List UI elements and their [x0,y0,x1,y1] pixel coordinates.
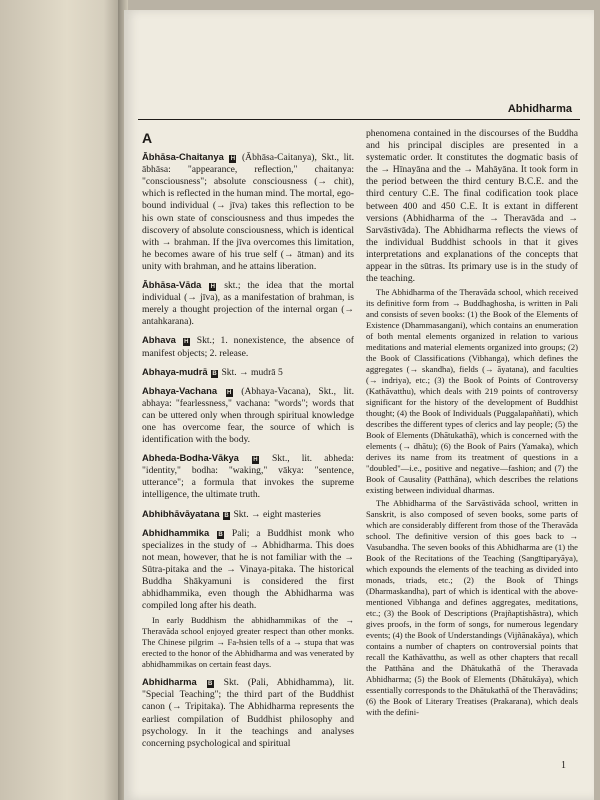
buddhism-symbol-icon: B [224,512,229,519]
header-rule [138,119,580,120]
entry-headword: Ābhāsa-Vāda [142,279,202,291]
hinduism-symbol-icon: H [253,457,258,464]
entry-subparagraph: In early Buddhism the abhidhammikas of the → Theravāda school enjoyed greater respect than other monks. The Chinese pilgrim → Fa-hsien tells of a → stupa that was erected to the honor of the Abhidharma and was venerated by abhidhammikas on certain feast days. [142,615,354,670]
paragraph: The Abhidharma of the Theravāda school, which received its definitive form from → Buddhaghosha, is written in Pali and consists of seven books: (1) the Book of the Elements of Existence (Dhammasangani), which contains an enumeration of both mental elements organized in relation to various meditations and material elements organized into groups; (2) the Book of Classifications (Vibhanga), which defines the aggregates (→ skandha), fields (→ āyatana), and faculties (→ indriya), etc.; (3) the Book of Points of Controversy (Kathāvatthu), which deals with 219 points of controversy significant for the history of the development of Buddhist thought; (4) the Book of Individuals (Puggalapaññati), which describes the different types of clerics and lay people; (5) the Book of Elements (Dhātukathā), which is concerned with the elements (→ dhātu); (6) the Book of Pairs (Yamaka), which derives its name from its treatment of questions in a "doubled"—i.e., positive and negative—fashion; and (7) the Book of Causality (Patthāna), which describes the relations existing between individual dharmas. [366,287,578,496]
entry-text: (Ābhāsa-Caitanya), Skt., lit. ābhāsa: "appearance, reflection," chaitanya: "consciousness"; absolute consciousness (→ chit), which is reflected in the human mind. The mortal, ego-bound individual (→ jīva) takes this reflection to be his own state of consciousness and thus impedes the discovery of absolute consciousness, which is identical with → brahman. If the jīva overcomes this limitation, he becomes aware of his true self (→ ātman) and its unity with brahman, and he attains liberation. [142,152,354,272]
buddhism-symbol-icon: B [208,681,213,688]
entry-headword: Abhaya-Vachana [142,384,218,396]
entry-abhaya-mudra [142,366,354,379]
entry-abhasa-vada [142,279,354,328]
facing-page-edge [0,0,122,800]
entry-abhava [142,334,354,359]
entry-text: Skt. (Pali, Abhidhamma), lit. "Special Teaching"; the third part of the Buddhist canon (→ Tripitaka). The Abhidharma represents the earliest compilation of Buddhist philosophy and psychology. In it the teachings and analyses concerning psychological and spiritual [142,677,354,749]
dictionary-page [124,10,594,800]
entry-headword: Abhibhāvāyatana [142,507,220,519]
buddhism-symbol-icon: B [212,370,217,377]
entry-headword: Abhaya-mudrā [142,365,208,377]
entry-headword: Abhava [142,334,176,346]
buddhism-symbol-icon: B [218,531,223,538]
paragraph: phenomena contained in the discourses of the Buddha and his principal disciples are presented in a systematic order. It constitutes the dogmatic basis of the → Hīnayāna and the → Mahāyāna. It took form in the period between the third century B.C.E. and the third century C.E. The final codification took place between 400 and 450 C.E. It is extant in different versions (Abhidharma of the → Theravāda and → Sarvāstivāda). The Abhidharma reflects the views of the individual Buddhist schools in that it gives interpretations and explanations of the concepts that appear in the sūtras. Its primary use is in the study of the teaching. [366,128,578,285]
entry-headword: Abhidharma [142,676,197,688]
entry-abhasa-chaitanya [142,151,354,273]
entry-text: (Abhaya-Vacana), Skt., lit. abhaya: "fearlessness," vachana: "words"; words that can be uttered only when through spiritual knowledge one has overcome fear, the source of which is identification with the body. [142,385,354,446]
entry-text: Pali; a Buddhist monk who specializes in the study of → Abhidharma. This does not mean, however, that he is not familiar with the → Sūtra-pitaka and the → Vinaya-pitaka. The historical Buddha Shākyamuni is considered the first abhidhammika, even though the Abhidharma was compiled long after his death. [142,527,355,612]
entry-text: Skt.; 1. nonexistence, the absence of manifest objects; 2. release. [142,335,354,359]
entry-abhibhavayatana [142,508,354,521]
left-column [142,128,354,756]
hinduism-symbol-icon: H [230,156,236,163]
hinduism-symbol-icon: H [226,389,232,396]
entry-abhidhammika [142,527,354,671]
entry-text: Skt., lit. abheda: "identity," bodha: "waking," vākya: "sentence, utterance"; a formula that invokes the supreme intelligence, the ultimate truth. [142,453,354,501]
entry-text: Skt. → mudrā 5 [221,366,283,378]
hinduism-symbol-icon: H [184,339,189,346]
running-head: Abhidharma [507,103,572,115]
paragraph: The Abhidharma of the Sarvāstivāda school, written in Sanskrit, is also composed of seven books, some parts of which are considerably different from those of the Theravāda school. The definitive version of this goes back to → Vasubandha. The seven books of this Abhidharma are (1) the Book of the Recitations of the Teaching (Sangītiparyāya), which expounds the elements of the teaching as divided into monads, triads, etc.; (2) the Book of Things (Dharmaskandha), part of which is identical with the above-mentioned Vibhanga and defines aggregates, meditations, etc.; (3) the Book of Descriptions (Prajñaptishāstra), which gives proofs, in the form of songs, for numerous legendary events; (4) the Book of Understandings (Vijñānakāya), which contains a number of chapters on controversial points that recall the Kathāvatthu, as well as other chapters that recall the Patthāna and the Dhātukathā of the Theravada Abhidharma; (5) the Book of Elements (Dhātukāya), which essentially corresponds to the Dhātukathā of the Theravādins; (6) the Book of Literary Treatises (Prakarana), which deals with the defini- [366,498,578,718]
entry-abheda-bodha-vakya [142,452,354,501]
entry-text: Skt. → eight masteries [233,508,321,520]
entry-headword: Abhidhammika [142,526,210,538]
entry-headword: Ābhāsa-Chaitanya [142,151,224,163]
entry-text: skt.; the idea that the mortal individual (→ jīva), as a manifestation of brahman, is merely a thought projection of the internal organ (→ antahkarana). [142,280,355,328]
entry-abhidharma [142,676,354,750]
hinduism-symbol-icon: H [210,284,216,291]
entry-headword: Abheda-Bodha-Vākya [142,452,239,464]
right-column [366,128,578,720]
page-number: 1 [561,760,566,771]
entry-abhaya-vachana [142,385,354,446]
section-letter: A [142,130,153,146]
